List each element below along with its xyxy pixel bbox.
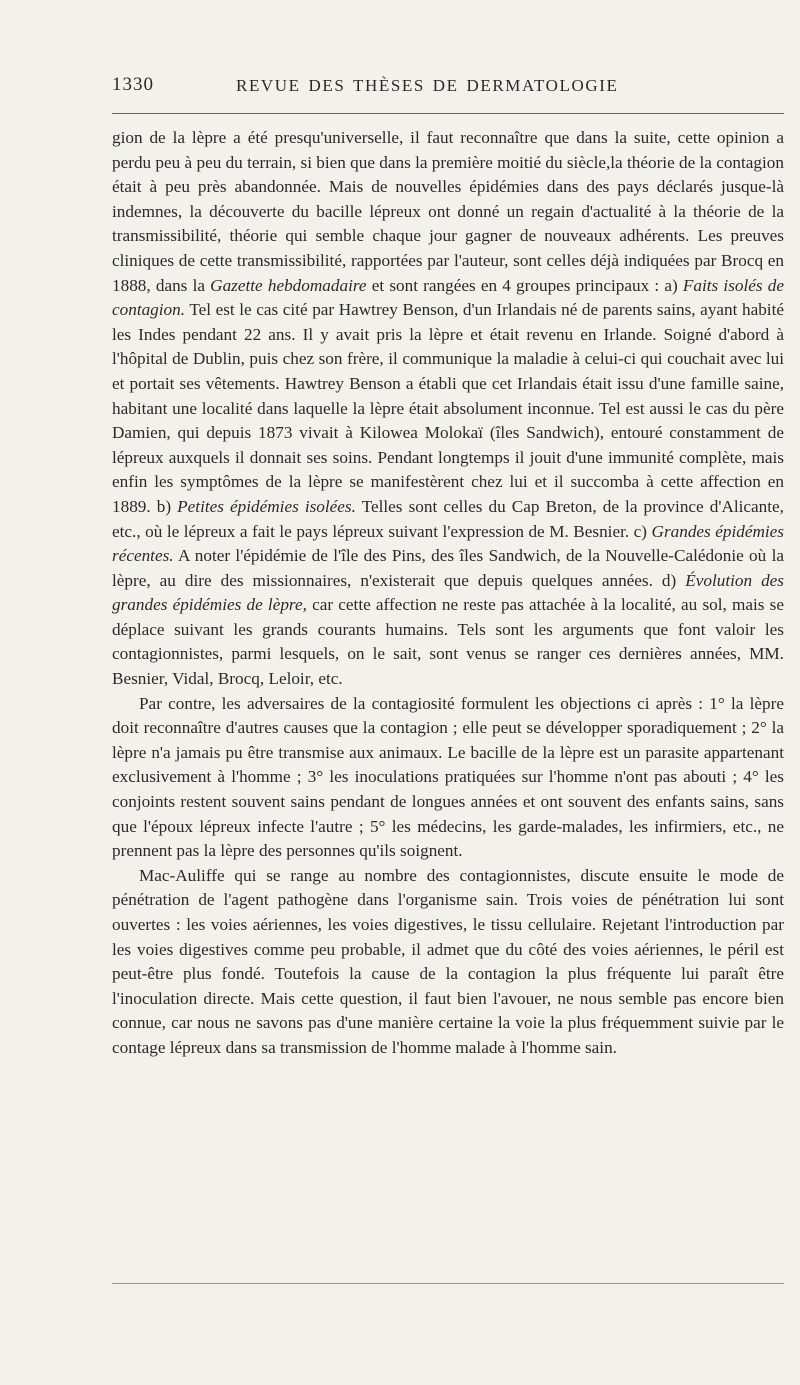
body-text <box>112 126 784 1061</box>
body-text-run: Tel est le cas cité par Hawtrey Benson, d'un Irlandais né de parents sains, ayant habité les Indes pendant 22 ans. Il y avait pris la lèpre et était revenu en Irlande. Soigné d'abord à l'hôpital de Dublin, puis chez son frère, il communique la maladie à celui-ci qui couchait avec lui et portait ses vêtements. Hawtrey Benson a établi que cet Irlandais était issu d'une famille saine, habitant une localité dans laquelle la lèpre était absolument inconnue. Tel est aussi le cas du père Damien, qui depuis 1873 vivait à Kilowea Molokaï (îles Sandwich), entouré constamment de lépreux auxquels il donnait ses soins. Pendant longtemps il jouit d'une immunité complète, mais enfin les symptômes de la lèpre se manifestèrent chez lui et il succomba à cette affection en 1889. b) <box>112 300 784 516</box>
header-rule <box>112 113 784 114</box>
body-text-run: A noter l'épidémie de l'île des Pins, des îles Sandwich, de la Nouvelle-Calédonie où la lèpre, au dire des missionnaires, n'existerait que depuis quelques années. d) <box>112 546 784 590</box>
paragraph <box>112 864 784 1061</box>
italic-text: Petites épidémies isolées. <box>177 496 356 516</box>
body-text-run: Telles sont celles du Cap Breton, de la province d'Alicante, etc., où le lépreux a fait le pays lépreux suivant l'expression de M. Besnier. c) <box>112 496 784 541</box>
paragraph <box>112 126 784 692</box>
paragraph <box>112 692 784 864</box>
page-number: 1330 <box>112 74 154 95</box>
body-text-run: et sont rangées en 4 groupes principaux : a) <box>366 275 683 295</box>
body-text-run: car cette affection ne reste pas attachée à la localité, au sol, mais se déplace suivant les grands courants humains. Tels sont les arguments que font valoir les contagionnistes, parmi lesquels, on le sait, sont venus se ranger ces dernières années, MM. Besnier, Vidal, Brocq, Leloir, etc. <box>112 595 784 689</box>
footer-rule <box>112 1283 784 1284</box>
italic-text: Évolution des grandes épidémies de lèpre, <box>112 570 784 615</box>
body-text-run: gion de la lèpre a été presqu'universelle, il faut reconnaître que dans la suite, cette opinion a perdu peu à peu du terrain, si bien que dans la première moitié du siècle,la théorie de la contagion était à peu près abandonnée. Mais de nouvelles épidémies dans des pays déclarés jusque-là indemnes, la découverte du bacille lépreux ont donné un regain d'actualité à la théorie de la transmissibilité, théorie qui semble chaque jour gagner de nouveaux adhérents. Les preuves cliniques de cette transmissibilité, rapportées par l'auteur, sont celles déjà indiquées par Brocq en 1888, dans la <box>112 128 784 295</box>
italic-text: Faits isolés de contagion. <box>112 275 784 320</box>
body-text-run: Par contre, les adversaires de la contagiosité formulent les objections ci après : 1° la lèpre doit reconnaître d'autres causes que la contagion ; elle peut se développer sporadiquement ; 2° la lèpre n'a jamais pu être transmise aux animaux. Le bacille de la lèpre est un parasite appartenant exclusivement à l'homme ; 3° les inoculations pratiquées sur l'homme n'ont pas abouti ; 4° les conjoints restent souvent sains pendant de longues années et ont souvent des enfants sains, sans que l'époux lépreux infecte l'autre ; 5° les médecins, les garde-malades, les infirmiers, etc., ne prennent pas la lèpre des personnes qu'ils soignent. <box>112 693 784 861</box>
journal-title: REVUE DES THÈSES DE DERMATOLOGIE <box>236 76 619 95</box>
page <box>112 70 784 1057</box>
running-head <box>112 70 784 100</box>
italic-text: Grandes épidémies récentes. <box>112 521 784 566</box>
italic-text: Gazette hebdomadaire <box>210 275 367 295</box>
body-text-run: Mac-Auliffe qui se range au nombre des contagionnistes, discute ensuite le mode de pénétration de l'agent pathogène dans l'organisme sain. Trois voies de pénétration lui sont ouvertes : les voies aériennes, les voies digestives, le tissu cellulaire. Rejetant l'introduction par les voies digestives comme peu probable, il admet que du côté des voies aériennes, le péril est peut-être plus fondé. Toutefois la cause de la contagion la plus fréquente lui paraît être l'inoculation directe. Mais cette question, il faut bien l'avouer, ne nous semble pas encore bien connue, car nous ne savons pas d'une manière certaine la voie la plus fréquemment suivie par le contage lépreux dans sa transmission de l'homme malade à l'homme sain. <box>112 865 784 1057</box>
